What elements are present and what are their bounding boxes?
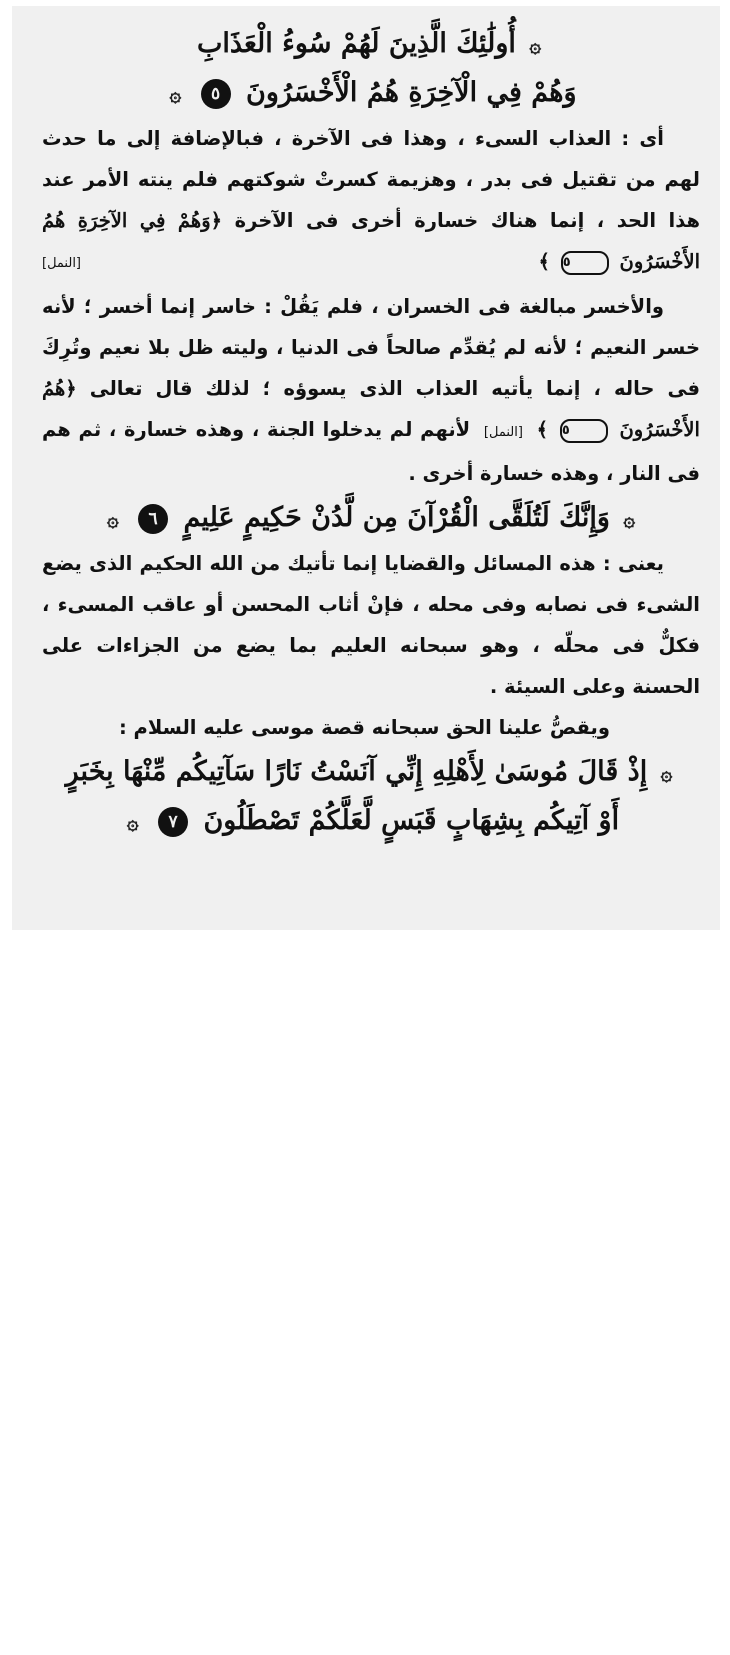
verse-ornament-icon: ۞ (529, 33, 542, 57)
paragraph-2-quote-close: ﴾ (536, 418, 549, 441)
verse-ornament-icon: ۞ (660, 761, 673, 785)
commentary-paragraph-1 (42, 118, 700, 282)
verse-7-line-2 (42, 797, 700, 846)
verse-5-line-2 (42, 69, 700, 118)
verse-5-text-1: أُولَٰئِكَ الَّذِينَ لَهُمْ سُوءُ الْعَذَابِ (196, 28, 516, 59)
verse-5-number: ٥ (201, 79, 231, 109)
book-page (12, 6, 720, 930)
paragraph-1-quote-close: ﴾ (538, 250, 550, 273)
verse-7-text-1: إِذْ قَالَ مُوسَىٰ لِأَهْلِهِ إِنِّي آنَسْتُ نَارًا سَآتِيكُم مِّنْهَا بِخَبَرٍ (65, 756, 648, 787)
verse-ornament-icon: ۞ (623, 507, 636, 531)
verse-7-number: ٧ (158, 807, 188, 837)
paragraph-3-text: يعنى : هذه المسائل والقضايا إنما تأتيك من الله الحكيم الذى يضع الشىء فى نصابه وفى محله ، فإنْ أثاب المحسن أو عاقب المسىء ، فكلٌّ فى محلّه ، وهو سبحانه العليم بما يضع من الجزاءات على الحسنة وعلى السيئة . (42, 552, 700, 698)
verse-5-text-2: وَهُمْ فِي الْآخِرَةِ هُمُ الْأَخْسَرُونَ (245, 77, 577, 108)
paragraph-2-text: والأخسر مبالغة فى الخسران ، فلم يَقُلْ : خاسر إنما أخسر ؛ لأنه خسر النعيم ؛ لأنه لم يُقدِّم صالحاً فى الدنيا ، وليته ظل بلا نعيم وتُرِكَ فى حاله ، إنما يأتيه العذاب الذى يسوؤه ؛ لذلك قال تعالى (42, 295, 700, 400)
paragraph-1-quote: ﴿وَهُمْ فِي الآخِرَةِ هُمُ الأَخْسَرُونَ (42, 209, 700, 273)
verse-6-number: ٦ (138, 504, 168, 534)
paragraph-4-text: ويقصُّ علينا الحق سبحانه قصة موسى عليه السلام : (118, 716, 610, 739)
verse-6-line-1 (42, 494, 700, 543)
verse-7-text-2: أَوْ آتِيكُم بِشِهَابٍ قَبَسٍ لَّعَلَّكُمْ تَصْطَلُونَ (203, 805, 620, 836)
paragraph-1-surah-ref: [النمل] (42, 256, 81, 271)
verse-ornament-icon: ۞ (106, 507, 119, 531)
verse-ornament-icon: ۞ (126, 810, 139, 834)
verse-ornament-icon: ۞ (169, 82, 182, 106)
commentary-paragraph-3 (42, 543, 700, 707)
paragraph-2-text-after: لأنهم لم يدخلوا الجنة ، وهذه خسارة ، ثم هم فى النار ، وهذه خسارة أخرى . (42, 418, 700, 485)
paragraph-2-verse-number: ٥ (560, 419, 608, 443)
commentary-paragraph-2 (42, 286, 700, 494)
verse-7-line-1 (42, 748, 700, 797)
paragraph-2-surah-ref: [النمل] (483, 425, 523, 440)
paragraph-2-quote: ﴿هُمُ الأَخْسَرُونَ (42, 377, 700, 441)
commentary-paragraph-4 (42, 707, 700, 748)
paragraph-1-verse-number: ٥ (561, 251, 609, 275)
verse-6-text-1: وَإِنَّكَ لَتُلَقَّى الْقُرْآنَ مِن لَّدُنْ حَكِيمٍ عَلِيمٍ (183, 502, 610, 533)
verse-5-line-1 (42, 20, 700, 69)
paragraph-1-text: أى : العذاب السىء ، وهذا فى الآخرة ، فبالإضافة إلى ما حدث لهم من تقتيل فى بدر ، وهزيمة كسرتْ شوكتهم فلم ينته الأمر عند هذا الحد ، إنما هناك خسارة أخرى فى الآخرة (42, 127, 701, 232)
